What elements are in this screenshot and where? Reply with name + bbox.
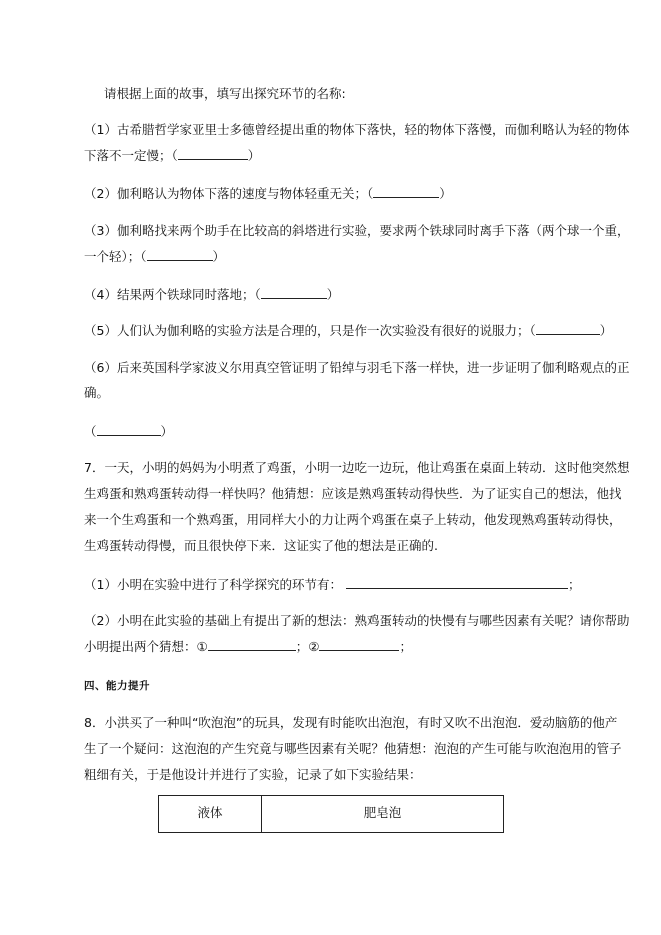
p7-line-2: 生鸡蛋和熟鸡蛋转动得一样快吗？他猜想：应该是熟鸡蛋转动得快些．为了证实自己的想法，他找 <box>84 486 622 501</box>
q1-close: ） <box>247 148 261 163</box>
q1-line-2 <box>84 147 260 164</box>
q6-line-2: 确。 <box>84 385 110 400</box>
q5-line <box>84 322 612 339</box>
q6-close: ） <box>160 424 174 439</box>
q2-close: ） <box>439 186 452 201</box>
q7-1-text: （1）小明在实验中进行了科学探究的环节有： <box>84 577 342 592</box>
q3-line-2 <box>84 248 225 265</box>
q1-text: 下落不一定慢；（ <box>84 148 178 163</box>
q5-text: （5）人们认为伽利略的实验方法是合理的，只是作一次实验没有很好的说服力；（ <box>84 323 536 338</box>
q7-1-line <box>84 576 580 593</box>
q3-line-1: （3）伽利略找来两个助手在比较高的斜塔进行实验，要求两个铁球同时离手下落（两个球一个重， <box>84 223 630 238</box>
q6-line-1: （6）后来英国科学家波义尔用真空管证明了铅绰与羽毛下落一样快，进一步证明了伽利略观点的正 <box>84 360 630 375</box>
q2-text: （2）伽利略认为物体下落的速度与物体轻重无关；（ <box>84 186 374 201</box>
p7-line-4: 生鸡蛋转动得慢，而且很快停下来．这证实了他的想法是正确的. <box>84 538 438 553</box>
q6-open: （ <box>84 424 97 439</box>
q7-2-mid: ；② <box>295 639 320 654</box>
table-header-soap-bubble: 肥皂泡 <box>262 796 504 833</box>
q3-close: ） <box>212 249 226 264</box>
intro-text: 请根据上面的故事，填写出探究环节的名称: <box>104 86 346 101</box>
q4-line <box>84 286 339 303</box>
q7-1-semicolon: ； <box>567 577 581 592</box>
section-title: 四、能力提升 <box>84 680 150 692</box>
q3-text: 一个轻）；（ <box>84 249 147 264</box>
table-row <box>159 796 504 833</box>
q4-text: （4）结果两个铁球同时落地；（ <box>84 287 261 302</box>
p8-line-2: 生了一个疑问：这泡泡的产生究竟与哪些因素有关呢？他猜想：泡泡的产生可能与吹泡泡用的管子 <box>84 741 622 756</box>
q7-2-semicolon: ； <box>399 639 412 654</box>
q4-answer-blank[interactable] <box>261 286 327 299</box>
p8-line-3: 粗细有关，于是他设计并进行了实验，记录了如下实验结果： <box>84 767 422 782</box>
q3-answer-blank[interactable] <box>147 248 213 261</box>
guess-1-blank[interactable] <box>208 638 296 651</box>
p8-line-1: 8．小洪买了一种叫“吹泡泡”的玩具，发现有时能吹出泡泡，有时又吹不出泡泡．爱动脑筋的他产 <box>84 715 618 730</box>
p7-line-1: 7．一天，小明的妈妈为小明煮了鸡蛋，小明一边吃一边玩，他让鸡蛋在桌面上转动．这时他突然想 <box>84 460 630 475</box>
p7-line-3: 来一个生鸡蛋和一个熟鸡蛋，用同样大小的力让两个鸡蛋在桌子上转动，他发现熟鸡蛋转动得快， <box>84 512 622 527</box>
q5-answer-blank[interactable] <box>536 322 600 335</box>
q7-2-line-1: （2）小明在此实验的基础上有提出了新的想法：熟鸡蛋转动的快慢有与哪些因素有关呢？请你帮助 <box>84 613 630 628</box>
q7-2-text: 小明提出两个猜想：① <box>84 639 208 654</box>
q5-close: ） <box>599 323 613 338</box>
q7-1-answer-blank[interactable] <box>346 576 568 589</box>
q6-answer-blank[interactable] <box>97 423 161 436</box>
q2-line <box>84 185 452 202</box>
q2-answer-blank[interactable] <box>373 185 439 198</box>
table-header-liquid: 液体 <box>159 796 262 833</box>
q7-2-line-2 <box>84 638 412 655</box>
q6-line-3 <box>84 423 173 440</box>
q1-line-1: （1）古希腊哲学家亚里士多德曾经提出重的物体下落快，轻的物体下落慢，而伽利略认为轻的物体 <box>84 122 630 137</box>
experiment-result-table <box>158 795 504 833</box>
guess-2-blank[interactable] <box>319 638 399 651</box>
q1-answer-blank[interactable] <box>178 147 248 160</box>
q4-close: ） <box>326 287 340 302</box>
